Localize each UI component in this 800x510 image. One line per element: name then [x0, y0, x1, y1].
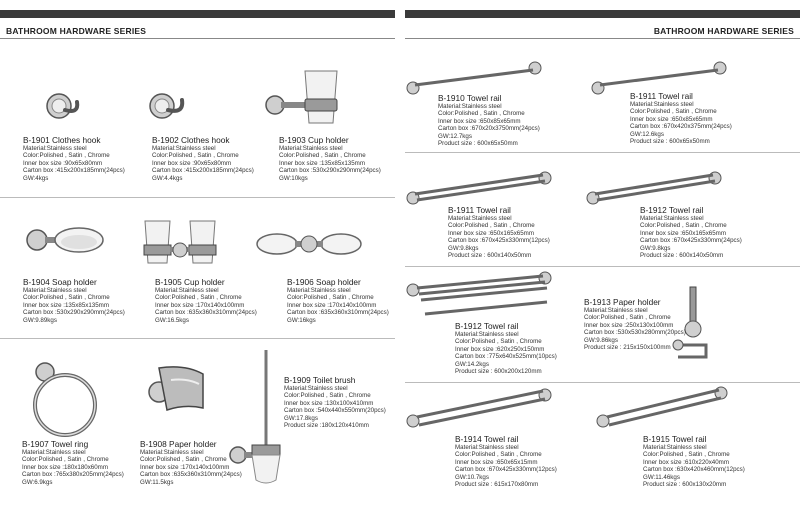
spec-line: Color:Polished , Satin , Chrome — [287, 294, 374, 302]
spec-line: Color:Polished , Satin , Chrome — [23, 294, 110, 302]
spec-line: GW:11.46kgs — [643, 473, 680, 481]
product-b1905 — [155, 277, 257, 324]
spec-line: Color:Polished , Satin , Chrome — [140, 456, 227, 464]
spec-line: GW:9.86kgs — [584, 336, 618, 344]
page-header — [0, 0, 800, 40]
spec-line: GW:16.5kgs — [155, 316, 189, 324]
product-b1902 — [152, 135, 254, 182]
spec-line: Color:Polished , Satin , Chrome — [23, 152, 110, 160]
spec-line: Carton box :775x640x525mm(10pcs) — [455, 353, 557, 361]
product-name: B-1914 Towel rail — [455, 434, 519, 444]
spec-line: Carton box :635x360x310mm(24pcs) — [287, 309, 389, 317]
spec-line: Material:Stainless steel — [287, 287, 351, 294]
row-divider — [405, 382, 800, 383]
spec-line: Inner box size :90x65x80mm — [152, 159, 232, 167]
spec-line: Carton box :635x360x310mm(24pcs) — [155, 309, 257, 317]
spec-line: Color:Polished , Satin , Chrome — [438, 110, 525, 118]
spec-line: Inner box size :650x85x65mm — [630, 115, 713, 123]
spec-line: Carton box :540x440x550mm(20pcs) — [284, 407, 386, 415]
product-b1908 — [140, 439, 242, 486]
spec-line: Color:Polished , Satin , Chrome — [448, 222, 535, 230]
spec-line: GW:12.6kgs — [630, 130, 664, 138]
product-b1903 — [279, 135, 381, 182]
spec-line: Product size :180x120x410mm — [284, 422, 369, 430]
spec-line: Material:Stainless steel — [643, 444, 707, 451]
header-rule-left — [0, 38, 395, 39]
spec-line: Inner box size :135x85x135mm — [23, 301, 109, 309]
spec-line: Product size : 600x65x50mm — [438, 140, 518, 148]
spec-line: Color:Polished , Satin , Chrome — [152, 152, 239, 160]
spec-line: Carton box :530x290x290mm(24pcs) — [279, 167, 381, 175]
spec-line: Carton box :670x425x330mm(12pcs) — [455, 466, 557, 474]
header-title-right: BATHROOM HARDWARE SERIES — [653, 26, 794, 36]
spec-line: GW:4kgs — [23, 174, 49, 182]
row-divider — [0, 197, 395, 198]
spec-line: GW:9.8kgs — [640, 244, 671, 252]
spec-line: Inner box size :180x180x60mm — [22, 463, 108, 471]
spec-line: Material:Stainless steel — [630, 101, 694, 108]
product-b1911-double — [448, 205, 550, 259]
product-name: B-1901 Clothes hook — [23, 135, 101, 145]
spec-line: Inner box size :250x130x100mm — [584, 321, 674, 329]
product-b1913 — [584, 297, 686, 351]
product-b1911-single — [630, 91, 732, 145]
product-name: B-1912 Towel rail — [640, 205, 704, 215]
spec-line: GW:9.89kgs — [23, 316, 57, 324]
spec-line: Carton box :415x200x185mm(24pcs) — [23, 167, 125, 175]
product-b1912-shelf — [455, 321, 557, 375]
product-name: B-1908 Paper holder — [140, 439, 217, 449]
product-b1909 — [284, 375, 386, 429]
product-b1906 — [287, 277, 389, 324]
product-b1912-double — [640, 205, 742, 259]
spec-line: Material:Stainless steel — [155, 287, 219, 294]
paper-holder-image — [145, 358, 215, 428]
spec-line: Product size : 215x150x100mm — [584, 344, 671, 352]
spec-line: GW:10.7kgs — [455, 473, 489, 481]
spec-line: Inner box size :650x165x65mm — [640, 229, 726, 237]
product-name: B-1906 Soap holder — [287, 277, 361, 287]
towel-shelf-image — [405, 270, 555, 325]
spec-line: Inner box size :170x140x100mm — [287, 301, 377, 309]
product-name: B-1912 Towel rail — [455, 321, 519, 331]
spec-line: Material:Stainless steel — [284, 385, 348, 392]
spec-line: Material:Stainless steel — [455, 331, 519, 338]
spec-line: GW:6.9kgs — [22, 478, 53, 486]
spec-line: Color:Polished , Satin , Chrome — [643, 451, 730, 459]
towel-ring-image — [25, 360, 100, 440]
spec-line: Inner box size :610x220x40mm — [643, 458, 729, 466]
soap-holder-image — [25, 220, 105, 265]
header-bar-right — [405, 10, 800, 18]
spec-line: Inner box size :650x165x65mm — [448, 229, 534, 237]
spec-line: Color:Polished , Satin , Chrome — [155, 294, 242, 302]
spec-line: Product size : 600x140x50mm — [448, 252, 532, 260]
spec-line: Color:Polished , Satin , Chrome — [630, 108, 717, 116]
spec-line: Color:Polished , Satin , Chrome — [584, 314, 671, 322]
spec-line: Material:Stainless steel — [448, 215, 512, 222]
spec-line: Inner box size :170x140x100mm — [155, 301, 245, 309]
product-name: B-1911 Towel rail — [630, 91, 693, 101]
spec-line: Color:Polished , Satin , Chrome — [22, 456, 109, 464]
header-rule-right — [405, 38, 800, 39]
spec-line: Inner box size :135x85x135mm — [279, 159, 365, 167]
spec-line: Product size : 600x130x20mm — [643, 481, 727, 489]
spec-line: Carton box :670x420x375mm(24pcs) — [630, 123, 732, 131]
spec-line: Color:Polished , Satin , Chrome — [455, 338, 542, 346]
spec-line: Carton box :670x425x330mm(24pcs) — [640, 237, 742, 245]
product-name: B-1903 Cup holder — [279, 135, 349, 145]
double-soap-holder-image — [255, 222, 365, 267]
spec-line: GW:10kgs — [279, 174, 308, 182]
spec-line: Material:Stainless steel — [152, 145, 216, 152]
spec-line: Product size : 615x170x80mm — [455, 481, 539, 489]
row-divider — [0, 338, 395, 339]
spec-line: Material:Stainless steel — [279, 145, 343, 152]
spec-line: Carton box :765x380x205mm(24pcs) — [22, 471, 124, 479]
product-b1914 — [455, 434, 557, 488]
product-name: B-1907 Towel ring — [22, 439, 89, 449]
spec-line: Inner box size :650x65x15mm — [455, 458, 538, 466]
spec-line: GW:4.4kgs — [152, 174, 183, 182]
spec-line: Inner box size :650x85x65mm — [438, 117, 521, 125]
product-b1910 — [438, 93, 540, 147]
spec-line: Material:Stainless steel — [584, 307, 648, 314]
spec-line: GW:9.8kgs — [448, 244, 479, 252]
product-b1907 — [22, 439, 124, 486]
spec-line: Material:Stainless steel — [22, 449, 86, 456]
product-name: B-1905 Cup holder — [155, 277, 225, 287]
spec-line: Color:Polished , Satin , Chrome — [455, 451, 542, 459]
header-title-left: BATHROOM HARDWARE SERIES — [6, 26, 147, 36]
product-b1904 — [23, 277, 125, 324]
spec-line: Inner box size :90x65x80mm — [23, 159, 103, 167]
clothes-hook-image — [148, 82, 198, 132]
spec-line: Inner box size :170x140x100mm — [140, 463, 230, 471]
spec-line: Inner box size :620x250x150mm — [455, 345, 545, 353]
product-name: B-1910 Towel rail — [438, 93, 502, 103]
spec-line: Color:Polished , Satin , Chrome — [284, 392, 371, 400]
clothes-hook-image — [45, 82, 95, 132]
spec-line: Material:Stainless steel — [23, 287, 87, 294]
row-divider — [405, 152, 800, 153]
cup-holder-image — [265, 65, 345, 135]
spec-line: GW:17.8kgs — [284, 414, 318, 422]
spec-line: Carton box :635x360x310mm(24pcs) — [140, 471, 242, 479]
product-name: B-1913 Paper holder — [584, 297, 661, 307]
spec-line: GW:12.7kgs — [438, 132, 472, 140]
spec-line: GW:14.2kgs — [455, 360, 489, 368]
spec-line: Carton box :630x420x460mm(12pcs) — [643, 466, 745, 474]
spec-line: Color:Polished , Satin , Chrome — [279, 152, 366, 160]
product-name: B-1902 Clothes hook — [152, 135, 230, 145]
spec-line: Color:Polished , Satin , Chrome — [640, 222, 727, 230]
product-name: B-1915 Towel rail — [643, 434, 707, 444]
spec-line: Inner box size :130x100x410mm — [284, 399, 374, 407]
double-towel-rail-image — [595, 385, 730, 435]
header-bar-left — [0, 10, 395, 18]
spec-line: GW:16kgs — [287, 316, 316, 324]
product-b1915 — [643, 434, 745, 488]
product-name: B-1911 Towel rail — [448, 205, 511, 215]
spec-line: Product size : 600x140x50mm — [640, 252, 724, 260]
double-towel-rail-image — [405, 385, 555, 435]
spec-line: Material:Stainless steel — [640, 215, 704, 222]
spec-line: GW:11.5kgs — [140, 478, 174, 486]
product-name: B-1904 Soap holder — [23, 277, 97, 287]
spec-line: Material:Stainless steel — [140, 449, 204, 456]
product-name: B-1909 Toilet brush — [284, 375, 356, 385]
spec-line: Material:Stainless steel — [438, 103, 502, 110]
product-b1901 — [23, 135, 125, 182]
double-cup-holder-image — [140, 215, 230, 270]
spec-line: Product size : 600x200x120mm — [455, 368, 542, 376]
spec-line: Carton box :415x200x185mm(24pcs) — [152, 167, 254, 175]
spec-line: Carton box :530x530x280mm(20pcs) — [584, 329, 686, 337]
spec-line: Carton box :670x20x3750mm(24pcs) — [438, 125, 540, 133]
spec-line: Carton box :530x290x290mm(24pcs) — [23, 309, 125, 317]
spec-line: Product size : 600x65x50mm — [630, 138, 710, 146]
row-divider — [405, 266, 800, 267]
spec-line: Material:Stainless steel — [23, 145, 87, 152]
spec-line: Carton box :670x425x330mm(12pcs) — [448, 237, 550, 245]
spec-line: Material:Stainless steel — [455, 444, 519, 451]
